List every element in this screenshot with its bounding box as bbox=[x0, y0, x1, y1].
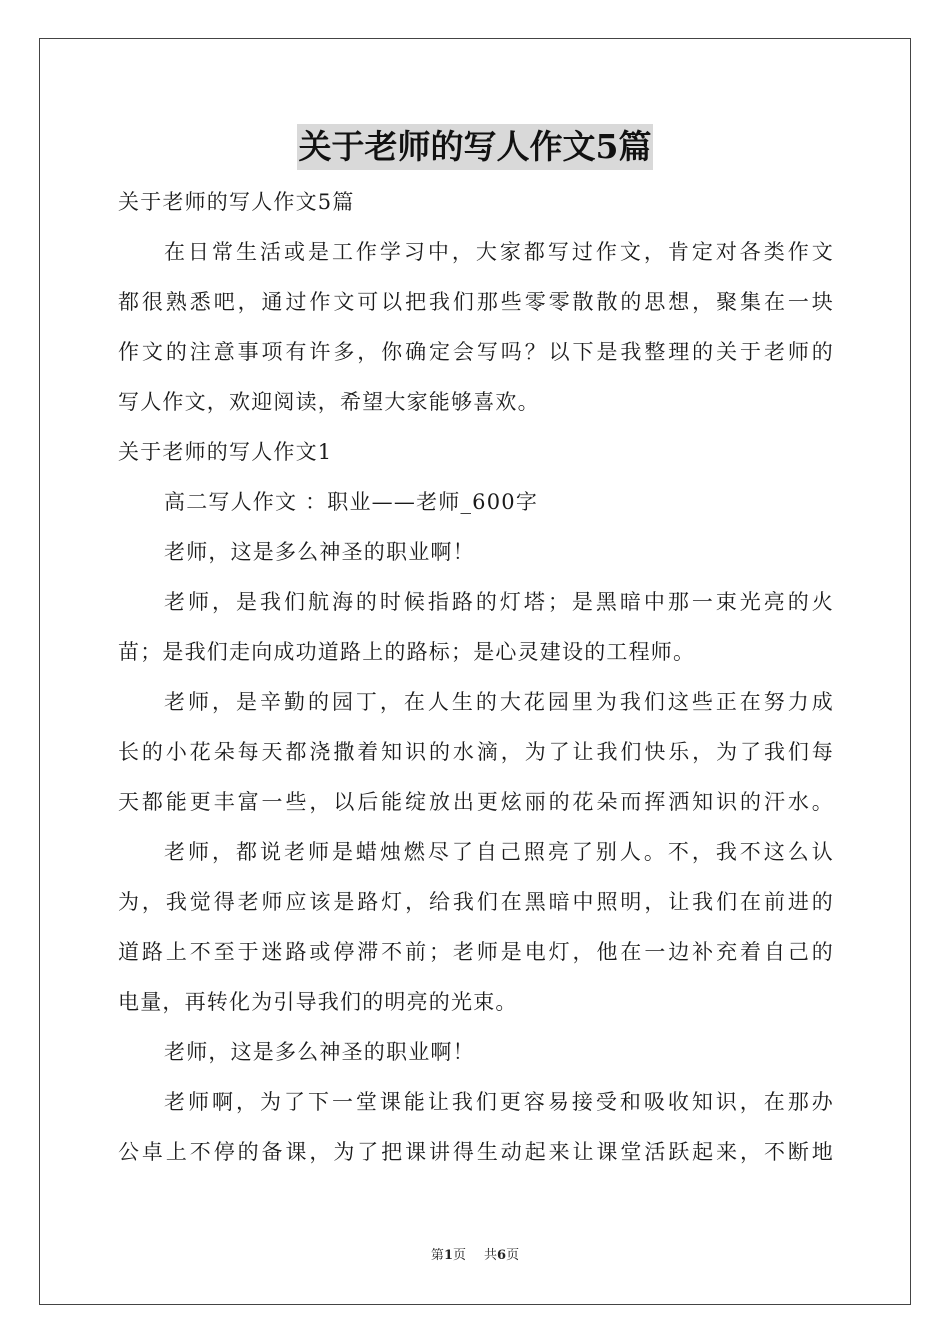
text-line: 作文的注意事项有许多，你确定会写吗？以下是我整理的关于老师的 bbox=[118, 340, 834, 364]
title-container bbox=[0, 124, 950, 170]
text-line: 苗；是我们走向成功道路上的路标；是心灵建设的工程师。 bbox=[118, 640, 696, 664]
text-line: 老师，是我们航海的时候指路的灯塔；是黑暗中那一束光亮的火 bbox=[164, 590, 834, 614]
text-line: 老师，这是多么神圣的职业啊！ bbox=[164, 540, 475, 564]
current-page-number: 1 bbox=[443, 1248, 453, 1263]
document-body bbox=[118, 177, 834, 1177]
text-line: 长的小花朵每天都浇撒着知识的水滴，为了让我们快乐，为了我们每 bbox=[118, 740, 834, 764]
text-line: 老师，都说老师是蜡烛燃尽了自己照亮了别人。不，我不这么认 bbox=[164, 840, 834, 864]
text-line: 老师，是辛勤的园丁，在人生的大花园里为我们这些正在努力成 bbox=[164, 690, 834, 714]
text-line: 高二写人作文 ：职业——老师_600字 bbox=[164, 490, 539, 514]
text-line: 为，我觉得老师应该是路灯，给我们在黑暗中照明，让我们在前进的 bbox=[118, 890, 834, 914]
text-line: 老师啊，为了下一堂课能让我们更容易接受和吸收知识，在那办 bbox=[164, 1090, 834, 1114]
text-line: 道路上不至于迷路或停滞不前；老师是电灯，他在一边补充着自己的 bbox=[118, 940, 834, 964]
total-pages-prefix: 共 bbox=[484, 1248, 498, 1263]
total-pages-suffix: 页 bbox=[506, 1248, 520, 1263]
text-line: 关于老师的写人作文5篇 bbox=[118, 190, 355, 214]
text-line: 在日常生活或是工作学习中，大家都写过作文，肯定对各类作文 bbox=[164, 240, 834, 264]
document-title: 关于老师的写人作文5篇 bbox=[297, 124, 654, 170]
text-line: 公卓上不停的备课，为了把课讲得生动起来让课堂活跃起来，不断地 bbox=[118, 1140, 834, 1164]
text-line: 老师，这是多么神圣的职业啊！ bbox=[164, 1040, 475, 1064]
page-footer bbox=[0, 1246, 950, 1266]
total-page-count: 6 bbox=[497, 1248, 507, 1263]
text-line: 都很熟悉吧，通过作文可以把我们那些零零散散的思想，聚集在一块 bbox=[118, 290, 834, 314]
page-number-suffix: 页 bbox=[452, 1248, 466, 1263]
page-number-prefix: 第 bbox=[430, 1248, 444, 1263]
text-line: 写人作文，欢迎阅读，希望大家能够喜欢。 bbox=[118, 390, 540, 414]
text-line: 关于老师的写人作文1 bbox=[118, 440, 333, 464]
text-line: 电量，再转化为引导我们的明亮的光束。 bbox=[118, 990, 518, 1014]
text-line: 天都能更丰富一些，以后能绽放出更炫丽的花朵而挥洒知识的汗水。 bbox=[118, 790, 834, 814]
